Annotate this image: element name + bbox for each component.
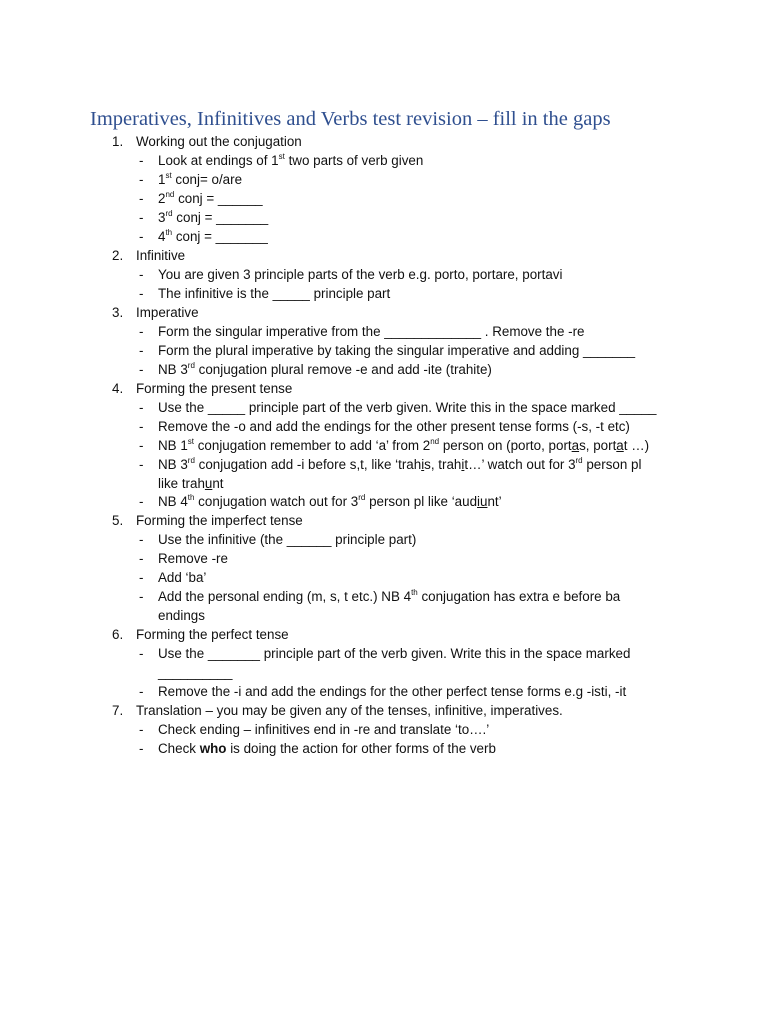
dash-bullet: -	[139, 646, 144, 661]
sub-item	[0, 492, 768, 511]
sub-item-text: NB 3rd conjugation add -i before s,t, like ‘trahis, trahit…’ watch out for 3rd person pl like trahunt	[158, 456, 642, 491]
item-heading: Forming the imperfect tense	[136, 513, 303, 528]
dash-bullet: -	[139, 286, 144, 301]
dash-bullet: -	[139, 551, 144, 566]
list-item	[0, 511, 768, 530]
sub-item	[0, 208, 768, 227]
sub-item-text: Check who is doing the action for other forms of the verb	[158, 741, 496, 756]
item-number: 5.	[112, 513, 124, 528]
item-heading: Forming the perfect tense	[136, 627, 289, 642]
item-heading: Infinitive	[136, 248, 186, 263]
sub-item-text: Use the _____ principle part of the verb given. Write this in the space marked _____	[158, 400, 657, 415]
list-item	[0, 246, 768, 265]
sub-item	[0, 170, 768, 189]
item-heading: Working out the conjugation	[136, 134, 302, 149]
sub-item-text: The infinitive is the _____ principle part	[158, 286, 391, 301]
dash-bullet: -	[139, 153, 144, 168]
dash-bullet: -	[139, 229, 144, 244]
dash-bullet: -	[139, 570, 144, 585]
sub-item-text: NB 4th conjugation watch out for 3rd person pl like ‘audiunt’	[158, 493, 502, 509]
sub-item	[0, 455, 768, 492]
sub-item	[0, 189, 768, 208]
numbered-list	[0, 132, 768, 758]
sub-item-text: Look at endings of 1st two parts of verb given	[158, 152, 424, 168]
dash-bullet: -	[139, 419, 144, 434]
dash-bullet: -	[139, 191, 144, 206]
list-item	[0, 132, 768, 151]
item-number: 7.	[112, 703, 124, 718]
sub-item	[0, 682, 768, 701]
sub-item	[0, 568, 768, 587]
sub-item-text: Add the personal ending (m, s, t etc.) NB 4th conjugation has extra e before ba endings	[158, 588, 621, 623]
sub-item-text: Check ending – infinitives end in -re and translate ‘to….’	[158, 722, 490, 737]
item-heading: Forming the present tense	[136, 381, 293, 396]
dash-bullet: -	[139, 741, 144, 756]
sub-item-text: Remove -re	[158, 551, 228, 566]
dash-bullet: -	[139, 589, 144, 604]
list-item	[0, 303, 768, 322]
dash-bullet: -	[139, 684, 144, 699]
dash-bullet: -	[139, 457, 144, 472]
dash-bullet: -	[139, 172, 144, 187]
sub-item	[0, 530, 768, 549]
sub-item	[0, 739, 768, 758]
dash-bullet: -	[139, 438, 144, 453]
item-heading: Imperative	[136, 305, 199, 320]
sub-item-text: 4th conj = _______	[158, 228, 268, 244]
sub-item	[0, 322, 768, 341]
dash-bullet: -	[139, 494, 144, 509]
item-heading: Translation – you may be given any of the tenses, infinitive, imperatives.	[136, 703, 563, 718]
item-number: 2.	[112, 248, 124, 263]
sub-item	[0, 341, 768, 360]
dash-bullet: -	[139, 362, 144, 377]
sub-item-text: You are given 3 principle parts of the verb e.g. porto, portare, portavi	[158, 267, 563, 282]
sub-item-text: 1st conj= o/are	[158, 171, 243, 187]
sub-item-text: Use the _______ principle part of the verb given. Write this in the space marked __________	[158, 646, 631, 680]
sub-item-text: Remove the -i and add the endings for the other perfect tense forms e.g -isti, -it	[158, 684, 627, 699]
dash-bullet: -	[139, 722, 144, 737]
sub-item	[0, 549, 768, 568]
dash-bullet: -	[139, 343, 144, 358]
sub-item	[0, 360, 768, 379]
sub-item-text: Form the plural imperative by taking the singular imperative and adding _______	[158, 343, 636, 358]
list-item	[0, 625, 768, 644]
sub-item	[0, 720, 768, 739]
sub-item	[0, 436, 768, 455]
sub-item	[0, 417, 768, 436]
item-number: 1.	[112, 134, 124, 149]
item-number: 4.	[112, 381, 124, 396]
dash-bullet: -	[139, 267, 144, 282]
item-number: 6.	[112, 627, 124, 642]
sub-item-text: Form the singular imperative from the _____________ . Remove the -re	[158, 324, 585, 339]
sub-item	[0, 284, 768, 303]
dash-bullet: -	[139, 210, 144, 225]
sub-item-text: NB 1st conjugation remember to add ‘a’ from 2nd person on (porto, portas, portat …)	[158, 437, 650, 453]
item-number: 3.	[112, 305, 124, 320]
page-title: Imperatives, Infinitives and Verbs test revision – fill in the gaps	[90, 108, 611, 130]
list-item	[0, 701, 768, 720]
sub-item	[0, 151, 768, 170]
sub-item	[0, 644, 768, 682]
sub-item	[0, 587, 768, 625]
sub-item	[0, 398, 768, 417]
sub-item-text: Use the infinitive (the ______ principle part)	[158, 532, 417, 547]
dash-bullet: -	[139, 532, 144, 547]
dash-bullet: -	[139, 324, 144, 339]
sub-item-text: 2nd conj = ______	[158, 190, 263, 206]
sub-item-text: Add ‘ba’	[158, 570, 207, 585]
dash-bullet: -	[139, 400, 144, 415]
sub-item-text: Remove the -o and add the endings for the other present tense forms (-s, -t etc)	[158, 419, 630, 434]
list-item	[0, 379, 768, 398]
sub-item-text: 3rd conj = _______	[158, 209, 269, 225]
sub-item	[0, 265, 768, 284]
sub-item-text: NB 3rd conjugation plural remove -e and add -ite (trahite)	[158, 361, 492, 377]
sub-item	[0, 227, 768, 246]
